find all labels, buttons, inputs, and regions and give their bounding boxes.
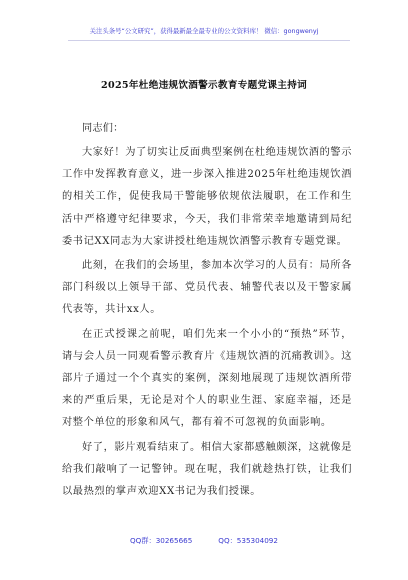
footer-qq: QQ：535304092 [218, 536, 278, 545]
paragraph-video: 在正式授课之前呢，咱们先来一个小小的“预热”环节，请与会人员一同观看警示教育片《违规饮酒的沉痛教训》。这部片子通过一个个真实的案例，深刻地展现了违规饮酒所带来的严重后果，无论是对个人的职业生涯、家庭幸福，还是对整个单位的形象和风气，都有着不可忽视的负面影响。 [62, 328, 352, 429]
header-divider [68, 40, 350, 41]
salutation: 同志们： [82, 123, 124, 134]
paragraph-attendees: 此刻，在我们的会场里，参加本次学习的人员有：局所各部门科级以上领导干部、党员代表、辅警代表以及干警家属代表等，共计xx人。 [62, 260, 352, 316]
footer-qq-group: QQ群：30265665 [130, 536, 193, 545]
paragraph-closing: 好了，影片观看结束了。相信大家都感触颇深，这就像是给我们敲响了一记警钟。现在呢，我们就趁热打铁，让我们以最热烈的掌声欢迎XX书记为我们授课。 [62, 441, 352, 498]
document-title: 2025年杜绝违规饮酒警示教育专题党课主持词 [101, 80, 307, 91]
footer-contact [0, 536, 408, 546]
paragraph-opening: 大家好！为了切实让反面典型案例在杜绝违规饮酒的警示工作中发挥教育意义，进一步深入推进2025年杜绝违规饮酒的相关工作，促使我局干警能够依规依法履职，在工作和生活中严格遵守纪律要求，今天，我们非常荣幸地邀请到局纪委书记XX同志为大家讲授杜绝违规饮酒警示教育专题党课。 [62, 147, 352, 247]
document-body [62, 118, 352, 505]
header-banner: 关注头条号“公文研究”，获得最新最全最专业的公文资料库！ 微信：gongwenyj [89, 27, 319, 35]
